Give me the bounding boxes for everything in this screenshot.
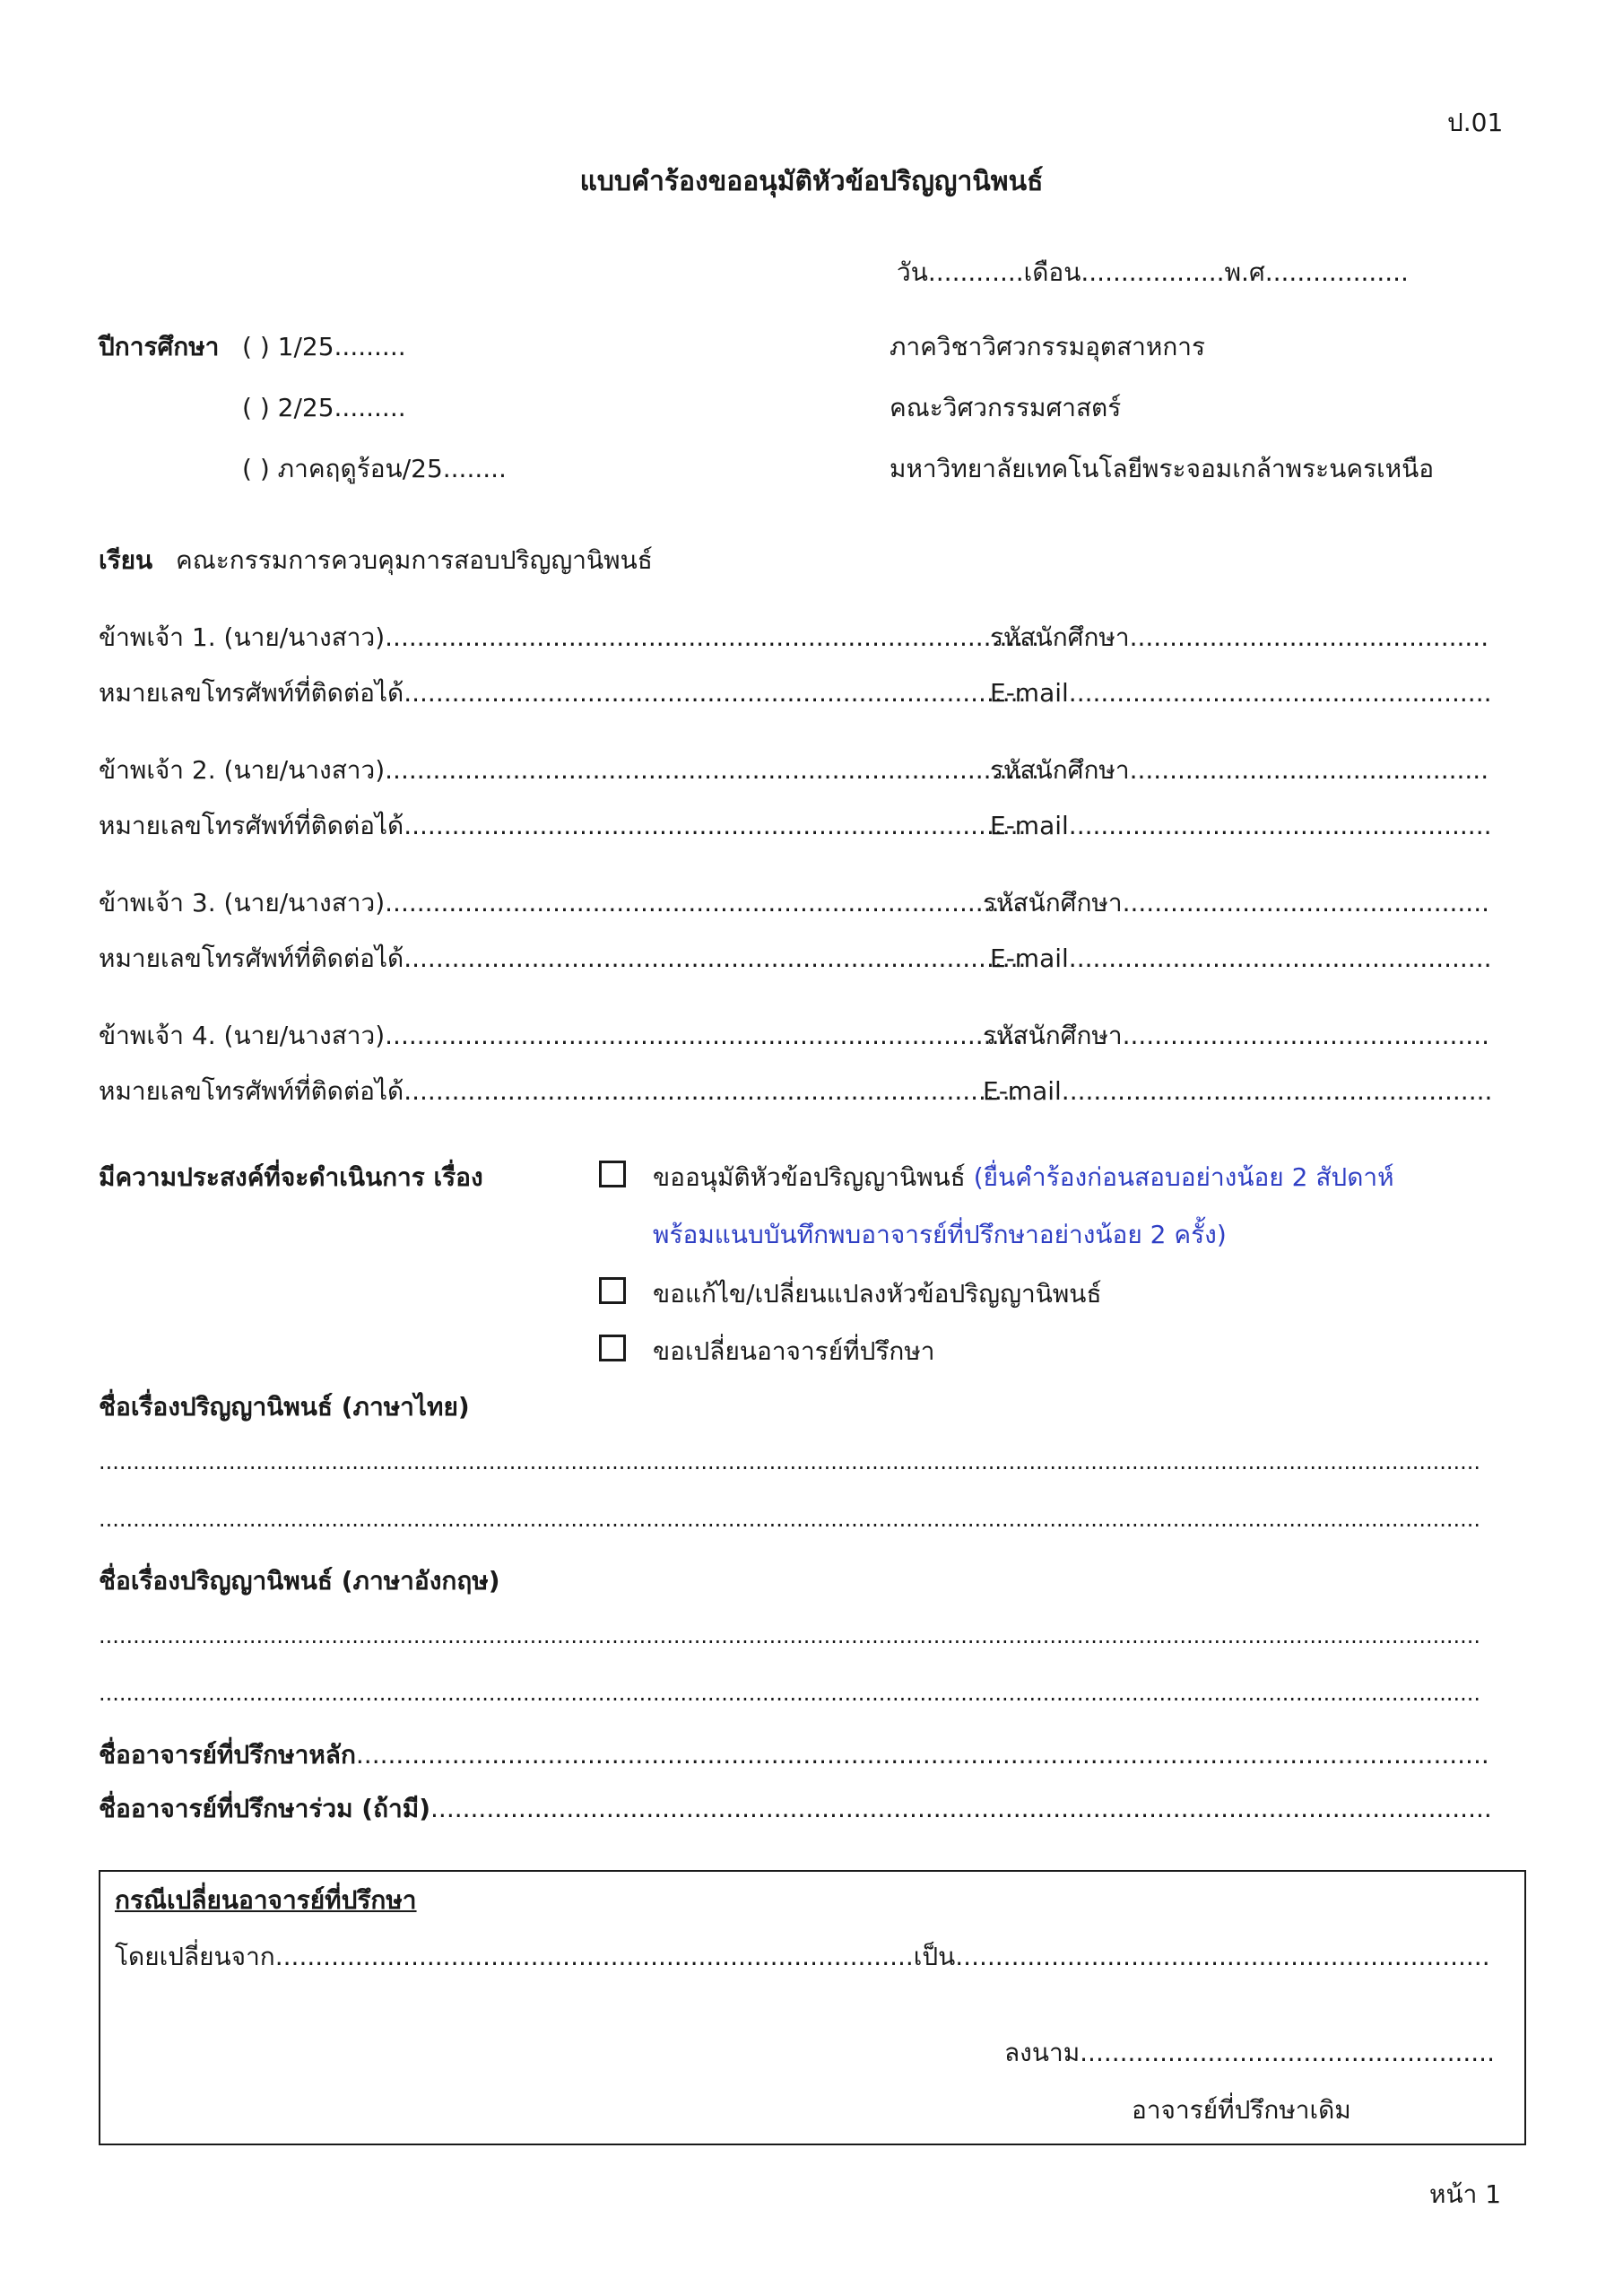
- form-code: ป.01: [1447, 108, 1504, 137]
- student-3-id-field[interactable]: รหัสนักศึกษา..............................................: [983, 888, 1490, 918]
- student-4-name-field[interactable]: ข้าพเจ้า 4. (นาย/นางสาว)................................................................................: [99, 1021, 1024, 1050]
- thesis-title-th-line-1[interactable]: ..........................................................................................................................................................................................................: [99, 1449, 1481, 1474]
- purpose-approve-checkbox[interactable]: [599, 1161, 626, 1187]
- page-number: หน้า 1: [1429, 2179, 1502, 2209]
- faculty: คณะวิศวกรรมศาสตร์: [890, 393, 1122, 422]
- academic-year-option-2[interactable]: ( ) 2/25.........: [242, 393, 406, 422]
- academic-year-option-summer[interactable]: ( ) ภาคฤดูร้อน/25........: [242, 454, 507, 483]
- student-1-id-field[interactable]: รหัสนักศึกษา.............................................: [990, 622, 1489, 652]
- student-4-id-field[interactable]: รหัสนักศึกษา..............................................: [983, 1021, 1490, 1050]
- change-advisor-title: กรณีเปลี่ยนอาจารย์ที่ปรึกษา: [115, 1885, 417, 1915]
- purpose-change-title-checkbox[interactable]: [599, 1277, 626, 1304]
- thesis-title-en-label: ชื่อเรื่องปริญญานิพนธ์ (ภาษาอังกฤษ): [99, 1566, 500, 1596]
- thesis-title-th-label: ชื่อเรื่องปริญญานิพนธ์ (ภาษาไทย): [99, 1392, 470, 1422]
- to-value: คณะกรรมการควบคุมการสอบปริญญานิพนธ์: [176, 545, 653, 575]
- thesis-title-en-line-1[interactable]: ..........................................................................................................................................................................................................: [99, 1623, 1481, 1648]
- change-advisor-from-field[interactable]: โดยเปลี่ยนจาก................................................................................เป็น...................................................................: [115, 1942, 1490, 1971]
- purpose-change-advisor-checkbox[interactable]: [599, 1335, 626, 1361]
- student-1-email-field[interactable]: E-mail.....................................................: [990, 678, 1492, 708]
- purpose-change-advisor-label: ขอเปลี่ยนอาจารย์ที่ปรึกษา: [653, 1336, 935, 1366]
- advisor-co-field[interactable]: .....................................................................................................................................: [430, 1794, 1492, 1823]
- advisor-main-label: ชื่ออาจารย์ที่ปรึกษาหลัก: [99, 1740, 356, 1770]
- student-3-phone-field[interactable]: หมายเลขโทรศัพท์ที่ติดต่อได้..............................................................................: [99, 944, 1027, 973]
- signature-field[interactable]: ลงนาม....................................................: [1004, 2038, 1495, 2067]
- purpose-approve-label: [653, 1162, 1394, 1193]
- department: ภาควิชาวิศวกรรมอุตสาหการ: [890, 332, 1206, 361]
- thesis-title-th-line-2[interactable]: ..........................................................................................................................................................................................................: [99, 1507, 1481, 1532]
- purpose-approve-text: ขออนุมัติหัวข้อปริญญานิพนธ์: [653, 1162, 966, 1192]
- student-4-email-field[interactable]: E-mail......................................................: [983, 1076, 1493, 1106]
- student-2-phone-field[interactable]: หมายเลขโทรศัพท์ที่ติดต่อได้..............................................................................: [99, 811, 1027, 840]
- student-1-phone-field[interactable]: หมายเลขโทรศัพท์ที่ติดต่อได้..............................................................................: [99, 678, 1027, 708]
- advisor-co-row: [99, 1794, 1492, 1824]
- purpose-change-title-label: ขอแก้ไข/เปลี่ยนแปลงหัวข้อปริญญานิพนธ์: [653, 1279, 1102, 1309]
- purpose-label: มีความประสงค์ที่จะดำเนินการ เรื่อง: [99, 1162, 483, 1192]
- university: มหาวิทยาลัยเทคโนโลยีพระจอมเกล้าพระนครเหนือ: [890, 454, 1435, 483]
- student-1-name-field[interactable]: ข้าพเจ้า 1. (นาย/นางสาว)..................................................................................: [99, 622, 1039, 652]
- purpose-approve-note-2: พร้อมแนบบันทึกพบอาจารย์ที่ปรึกษาอย่างน้อย 2 ครั้ง): [653, 1220, 1227, 1249]
- page-title: แบบคำร้องขออนุมัติหัวข้อปริญญานิพนธ์: [579, 166, 1044, 197]
- purpose-approve-note-1: (ยื่นคำร้องก่อนสอบอย่างน้อย 2 สัปดาห์: [973, 1162, 1394, 1192]
- thesis-title-en-line-2[interactable]: ..........................................................................................................................................................................................................: [99, 1681, 1481, 1706]
- advisor-co-label: ชื่ออาจารย์ที่ปรึกษาร่วม (ถ้ามี): [99, 1794, 431, 1823]
- to-label: เรียน: [99, 545, 153, 575]
- signature-caption: อาจารย์ที่ปรึกษาเดิม: [1132, 2095, 1351, 2125]
- advisor-main-row: [99, 1740, 1489, 1770]
- student-3-email-field[interactable]: E-mail.....................................................: [990, 944, 1492, 973]
- date-line: วัน............เดือน..................พ.ศ..................: [897, 257, 1409, 287]
- academic-year-option-1[interactable]: ( ) 1/25.........: [242, 332, 406, 361]
- academic-year-label: ปีการศึกษา: [99, 332, 220, 361]
- student-2-name-field[interactable]: ข้าพเจ้า 2. (นาย/นางสาว)..................................................................................: [99, 755, 1039, 785]
- student-3-name-field[interactable]: ข้าพเจ้า 3. (นาย/นางสาว)................................................................................: [99, 888, 1024, 918]
- student-2-id-field[interactable]: รหัสนักศึกษา.............................................: [990, 755, 1489, 785]
- student-2-email-field[interactable]: E-mail.....................................................: [990, 811, 1492, 840]
- advisor-main-field[interactable]: ..............................................................................................................................................: [355, 1740, 1489, 1770]
- student-4-phone-field[interactable]: หมายเลขโทรศัพท์ที่ติดต่อได้.............................................................................: [99, 1076, 1019, 1106]
